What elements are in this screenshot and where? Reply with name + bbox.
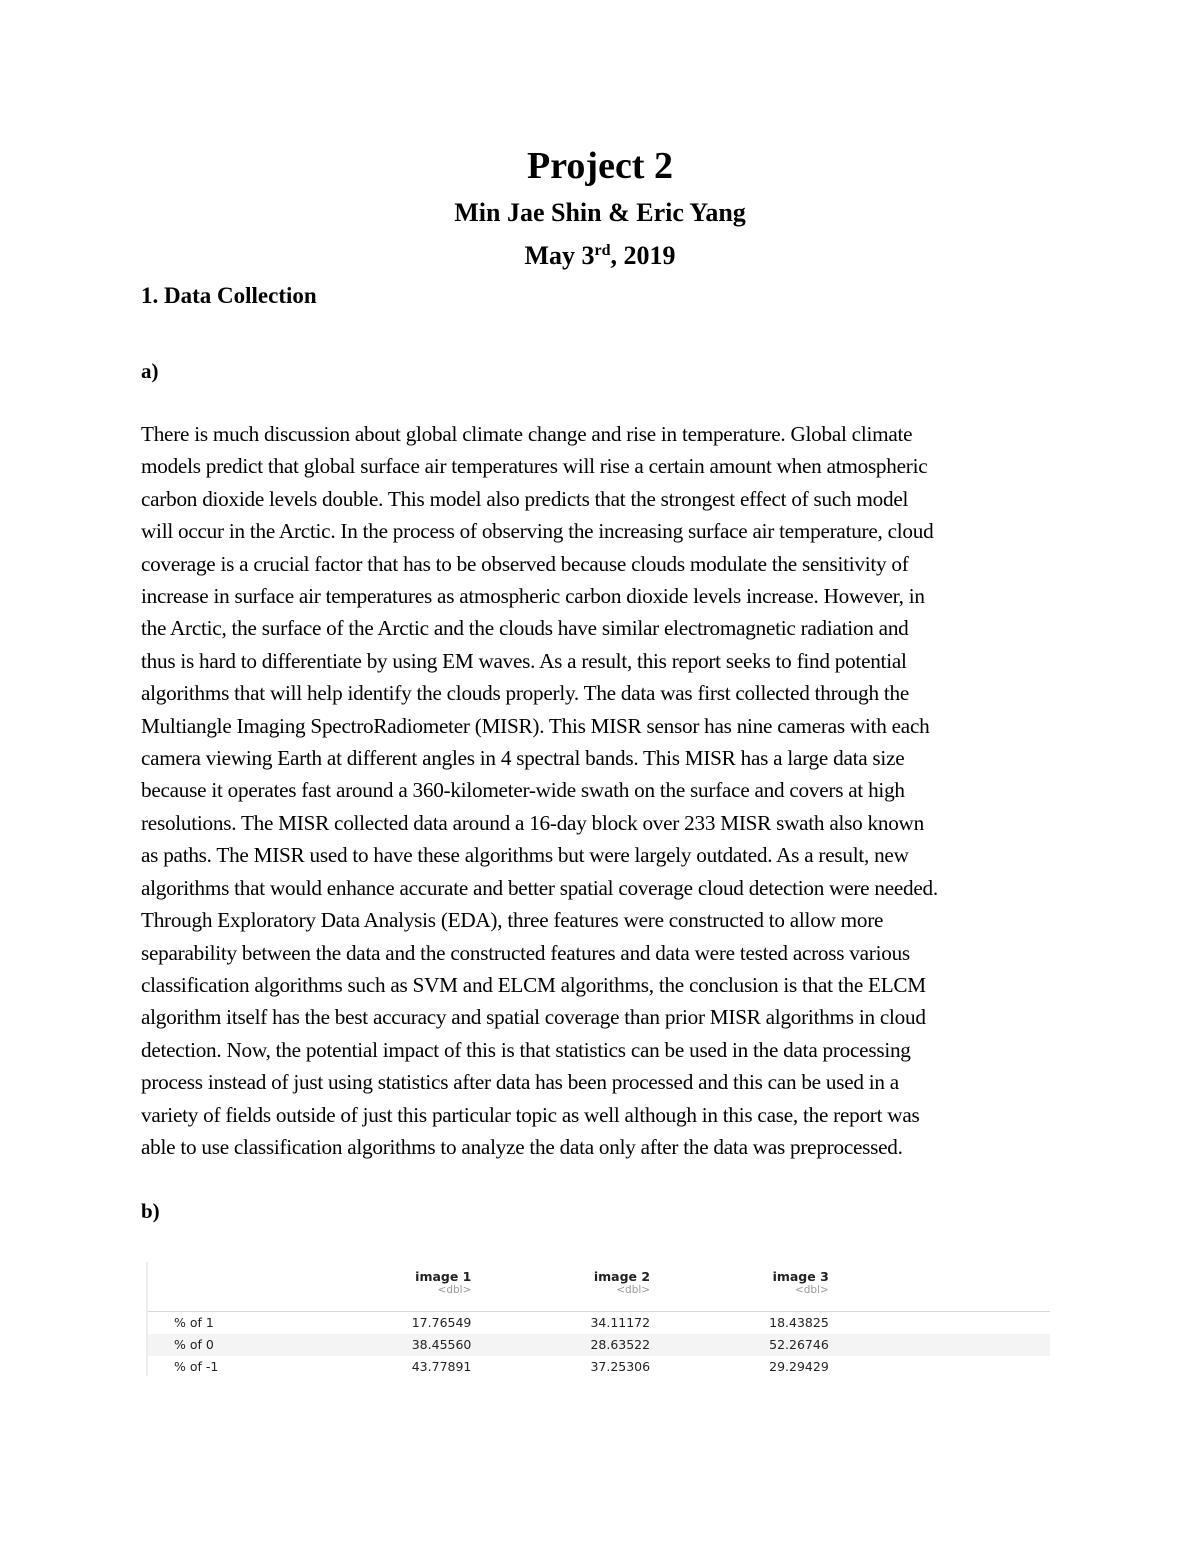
- paragraph-line: Through Exploratory Data Analysis (EDA), three features were constructed to allow more: [141, 908, 884, 933]
- paragraph-line: because it operates fast around a 360-kilometer-wide swath on the surface and covers at high: [141, 778, 905, 803]
- table-cell: [397, 1334, 576, 1356]
- paragraph-line: carbon dioxide levels double. This model also predicts that the strongest effect of such model: [141, 486, 909, 511]
- paragraph-line: separability between the data and the constructed features and data were tested across various: [141, 940, 910, 965]
- column-type: <dbl>: [794, 1284, 829, 1296]
- column-header-image-2: [576, 1262, 755, 1312]
- subsection-a-label: a): [141, 359, 159, 383]
- results-table: [148, 1262, 1050, 1378]
- authors: Min Jae Shin & Eric Yang: [454, 198, 746, 227]
- table-header-empty: [148, 1262, 397, 1312]
- column-name: image 3: [772, 1269, 829, 1284]
- table-cell: [576, 1312, 755, 1335]
- page-title: Project 2: [527, 145, 673, 187]
- section-heading: 1. Data Collection: [141, 283, 317, 308]
- paragraph-line: algorithms that would enhance accurate and better spatial coverage cloud detection were needed.: [141, 875, 938, 900]
- paragraph-line: algorithms that will help identify the clouds properly. The data was first collected through the: [141, 681, 909, 706]
- cell-value: 17.76549: [411, 1315, 472, 1330]
- subsection-b-label: b): [141, 1199, 160, 1223]
- table-cell: [576, 1356, 755, 1378]
- column-header-image-3: [755, 1262, 1050, 1312]
- column-type: <dbl>: [437, 1284, 472, 1296]
- paragraph-line: models predict that global surface air temperatures will rise a certain amount when atmospheric: [141, 454, 928, 479]
- cell-value: 34.11172: [590, 1315, 651, 1330]
- paragraph-line: Multiangle Imaging SpectroRadiometer (MISR). This MISR sensor has nine cameras with each: [141, 713, 930, 738]
- table-cell: [576, 1334, 755, 1356]
- paragraph-line: process instead of just using statistics after data has been processed and this can be used in a: [141, 1070, 899, 1095]
- paragraph-line: resolutions. The MISR collected data around a 16-day block over 233 MISR swath also known: [141, 810, 924, 835]
- table-cell: [397, 1312, 576, 1335]
- date-year: , 2019: [610, 241, 676, 270]
- date-suffix: rd: [594, 242, 611, 259]
- row-label: % of 1: [174, 1315, 214, 1330]
- column-type: <dbl>: [616, 1284, 651, 1296]
- date-month-day: May 3: [524, 241, 595, 270]
- paragraph-line: the Arctic, the surface of the Arctic and the clouds have similar electromagnetic radiation and: [141, 616, 909, 641]
- paragraph-line: camera viewing Earth at different angles in 4 spectral bands. This MISR has a large data size: [141, 746, 905, 771]
- table-cell: [755, 1312, 1050, 1335]
- results-table-container: [146, 1262, 1050, 1376]
- column-name: image 1: [415, 1269, 472, 1284]
- cell-value: 43.77891: [411, 1359, 472, 1374]
- cell-value: 29.29429: [769, 1359, 829, 1374]
- cell-value: 52.26746: [769, 1337, 829, 1352]
- cell-value: 28.63522: [590, 1337, 651, 1352]
- cell-value: 37.25306: [590, 1359, 651, 1374]
- body-paragraph: [141, 418, 1061, 1163]
- paragraph-line: algorithm itself has the best accuracy and spatial coverage than prior MISR algorithms in cloud: [141, 1005, 926, 1030]
- table-row: [148, 1356, 1050, 1378]
- row-label: % of -1: [174, 1359, 219, 1374]
- paragraph-line: as paths. The MISR used to have these algorithms but were largely outdated. As a result, new: [141, 843, 909, 868]
- table-cell: [755, 1334, 1050, 1356]
- paragraph-line: increase in surface air temperatures as atmospheric carbon dioxide levels increase. However, in: [141, 584, 925, 609]
- table-row: [148, 1312, 1050, 1335]
- paragraph-line: classification algorithms such as SVM and ELCM algorithms, the conclusion is that the ELCM: [141, 972, 926, 997]
- paragraph-line: detection. Now, the potential impact of this is that statistics can be used in the data processing: [141, 1037, 911, 1062]
- paragraph-line: will occur in the Arctic. In the process of observing the increasing surface air temperature, cloud: [141, 519, 934, 544]
- table-header-row: [148, 1262, 1050, 1312]
- paragraph-line: able to use classification algorithms to analyze the data only after the data was preprocessed.: [141, 1134, 903, 1159]
- date: [0, 238, 1200, 274]
- column-header-image-1: [397, 1262, 576, 1312]
- cell-value: 38.45560: [411, 1337, 472, 1352]
- cell-value: 18.43825: [769, 1315, 829, 1330]
- table-cell: [755, 1356, 1050, 1378]
- column-name: image 2: [593, 1269, 651, 1284]
- table-cell: [397, 1356, 576, 1378]
- table-row: [148, 1334, 1050, 1356]
- row-label: % of 0: [148, 1334, 397, 1356]
- paragraph-line: thus is hard to differentiate by using EM waves. As a result, this report seeks to find potential: [141, 648, 907, 673]
- paragraph-line: coverage is a crucial factor that has to be observed because clouds modulate the sensitivity of: [141, 551, 909, 576]
- paragraph-line: variety of fields outside of just this particular topic as well although in this case, the report was: [141, 1102, 920, 1127]
- paragraph-line: There is much discussion about global climate change and rise in temperature. Global climate: [141, 422, 913, 446]
